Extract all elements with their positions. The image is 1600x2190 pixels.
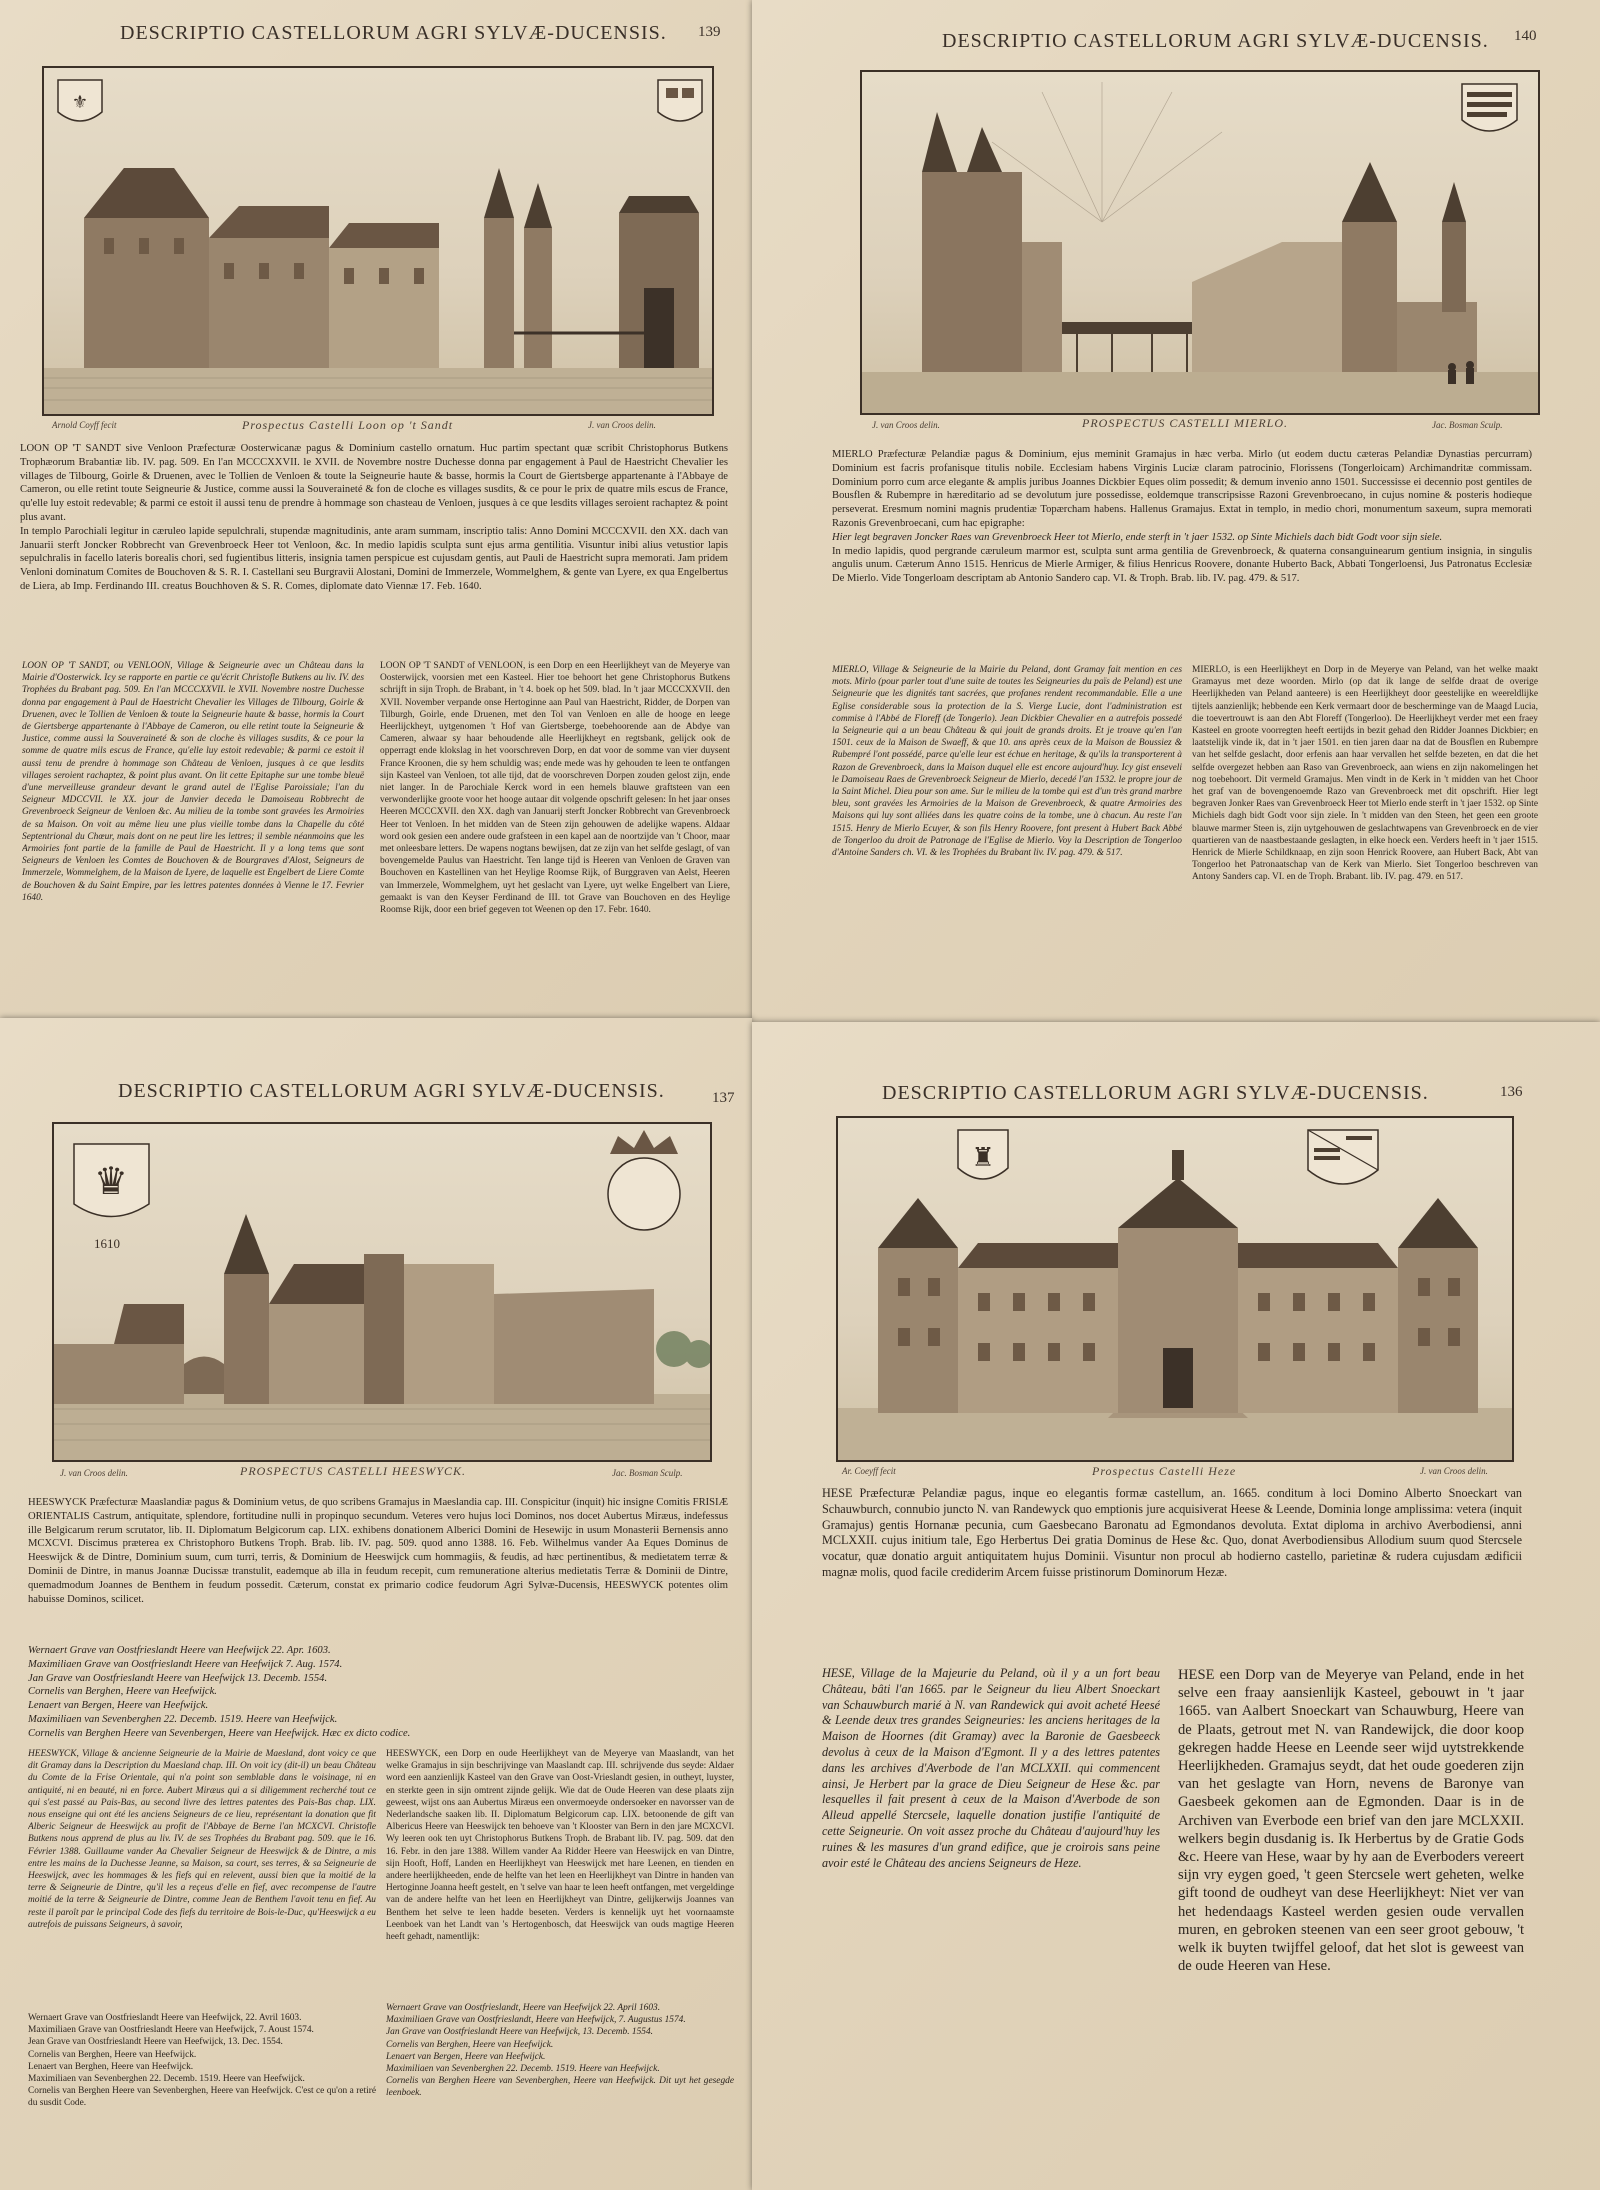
engraving-heze (836, 1116, 1514, 1462)
lord-entry: Cornelis van Berghen Heere van Sevenberghen, Heere van Heefwijck. C'est ce qu'on a retiré du susdit Code. (28, 2086, 376, 2109)
plate-caption: PROSPECTUS CASTELLI MIERLO. (1082, 416, 1289, 430)
lord-entry: Maximiliaen van Sevenberghen 22. Decemb. 1519. Heere van Heefwijck. (386, 2064, 660, 2075)
lord-entry: Cornelis van Berghen, Heere van Heefwijck. (28, 1686, 217, 1698)
castle-illustration (862, 72, 1540, 415)
plate-artist-right: Jac. Bosman Sculp. (1432, 420, 1503, 430)
castle-illustration (838, 1118, 1514, 1462)
engraving-mierlo (860, 70, 1540, 415)
coat-of-arms-right (658, 80, 702, 121)
page-137 (0, 1018, 752, 2190)
page-136 (752, 1022, 1600, 2190)
plate-artist-left: Ar. Coeyff fecit (842, 1466, 896, 1476)
page-140 (752, 0, 1600, 1022)
dutch-text: HEESWYCK, een Dorp en oude Heerlijkheyt van de Meyerye van Maaslandt, van het welke Gramajus in sijn beschrijvinge van Maaslandt cap. III. schrijvende dus seyde: Aldaer word een aanzienlijk Kasteel van den Grave van Oost-Vrieslandt gesien, in outheyt, luyster, en sterkte geen in sijn omtrent zijnde gelijk. Wie dat de Oude Heeren van dese plaats zijn geweest, wijst ons aan Aubertus Miræus een onvermoeyde ondersoeker en navorsser van de Nederlandsche saaken lib. II. Diplomatum Belgicorum cap. LIX. betoonende de gift van Albericus Heere van Heeswijck ten behoeve van 't Klooster van Bern in den jare MCXCVI. Wy leeren ook ten uyt Christophorus Butkens Troph. de Brabant lib. IV. pag. 509. dat den 16. Febr. in den jare 1388. Willem vander Aa Ridder Heere van Heeswijck en van Dintre, sijn Hooft, Hoff, Landen en Heerlijkheyt van Heeswijck met hare Leenen, en tienden en andere heerlijkheeden, ende de helfte van het leen en Heerlijkheyt van Dintre in handen van Hertoginne Joanna heeft gestelt, en 't selve van haar te leen heeft ontfangen, met vergeldinge van de andere helfte van het leen en Heerlijkheyt van Dintre, gelijkerwijs Joannes van Benthem het selve te leen hadde beseten. Verders is kennelijk uyt het voornaamste Leenboek van het Landt van 's Hertogenbosch, dat Heeswijck van ouds magtige Heeren heeft gehadt, namentlijk: (386, 1749, 734, 1943)
latin-text: HESE Præfecturæ Pelandiæ pagus, inque eo elegantis formæ castellum, an. 1665. conditum à loci Domino Alberto Snoeckart van Schauwburch, connubio juncto N. van Randewyck quo emptionis jure acquisiverat Heese & Leende, Dominia longe amplissima: vetera (inquit Gramajus) gentis Hornanæ pecunia, cum Gaesbecano Baronatu ad Egmondanos devoluta. Extat diploma in archivo Averbodiensi, anni MCLXXII. cujus initium tale, Ego Herbertus Dei gratia Dominus de Hese &c. Quo, donat Averbodiensibus Allodium suum quod Stercsele vocatur, quæ donatio arguit antiquitatem hujus Dominii. Visuntur non procul ab hodierno castello, parietinæ & rudera cujusdam ædificii magnæ molis, quod facile crediderim Arcem fuisse pristinorum Dominorum Hezæ. (822, 1486, 1522, 1579)
plate-caption: PROSPECTUS CASTELLI HEESWYCK. (240, 1464, 467, 1478)
coat-of-arms (1462, 84, 1517, 131)
crest-right (608, 1130, 680, 1230)
lord-entry: Lenaert van Bergen, Heere van Heefwijck. (386, 2051, 546, 2062)
engraving-heeswyck (52, 1122, 712, 1462)
page-number: 139 (698, 24, 721, 40)
plate-artist-left: J. van Croos delin. (60, 1468, 128, 1478)
page-number: 140 (1514, 28, 1537, 44)
plate-artist-left: J. van Croos delin. (872, 420, 940, 430)
lord-entry: Wernaert Grave van Oostfrieslandt Heere van Heefwijck 22. Apr. 1603. (28, 1645, 331, 1656)
french-text: MIERLO, Village & Seigneurie de la Mairie du Peland, dont Gramay fait mention en ces mots. Mirlo (pour parler tout d'une suite de toutes les Seigneuries du païs de Peland) est une Seigneurie que les dignités tant sacrées, que profanes rendent recommandable. Elle a une Eglise considerable sous la protection de la S. Vierge Lucie, dont l'administration est commise à l'Abbé de Floreff (de Tongerlo). Jean Dickbier Chevalier en a autrefois possedé la Seigneurie qui a un beau Château & qui jouit de grands droits. Et je trouve qu'en l'an 1501. ceux de la Maison de Swaeff, & que 10. ans après ceux de la Maison de Boussiez & Rubempré l'ont possédé, parce qu'elle leur est échue en heritage, & qu'ils la transporterent à Razon de Grevenbroeck, dans la Maison duquel elle est encore aujourd'huy. Icy gist enseveli le Damoiseau Raes de Grevenbroeck Seigneur de Mierlo, decedé l'an 1532. le propre jour de la Saint Michel. Dieu pour son ame. Sur le milieu de la tombe qui est d'un très grand marbre bleu, sont gravées les Armoiries de la Maison de Grevenbroeck, & quatre Armoiries des Maisons qui luy sont alliées dans les quatre coins de la tombe, une à chacun. Au reste l'an 1515. Henry de Mierlo Ecuyer, & son fils Henry Roovere, font present à Hubert Back Abbé de Tongerloo du droit de Patronage de l'Eglise de Mierlo. Voy la Description de Tongerloo d'Antoine Sanders ch. VI. & les Trophées du Brabant liv. IV. pag. 479. & 517. (832, 665, 1182, 859)
lord-entry: Wernaert Grave van Oostfrieslandt Heere van Heefwijck, 22. Avril 1603. (28, 2013, 302, 2023)
lord-entry: Maximiliaen van Sevenberghen 22. Decemb. 1519. Heere van Heefwijck. (28, 2074, 305, 2085)
lord-entry: Cornelis van Berghen, Heere van Heefwijck. (386, 2039, 554, 2050)
castle-illustration (54, 1124, 712, 1462)
lord-entry: Maximiliaen Grave van Oostfrieslandt Heere van Heefwijck 7. Aug. 1574. (28, 1658, 343, 1670)
dutch-text: HESE een Dorp van de Meyerye van Peland, ende in het selve een fraay aansienlijk Kasteel, gebouwt in 't jaar 1665. van Aalbert Snoeckart van Schauwburg, Heere van de Plaats, getrout met N. van Randewijck, die door koop gekregen hadde Heese en Leende seer wijd uytstrekkende Heerlijkheden. Gramajus seydt, dat het oude goederen zijn van het geslagte van Horn, nevens de Baronye van Gaesbeek gekomen aan de Egmonden. Daar is in de Archiven van Everbode een brief van den jare MCLXXII. welkers begin dusdanig is. Ik Herbertus by de Gratie Gods &c. Heere van Hese, waar by hy aan de Everboders vereert sijn vry eygen goed, 't geen Stercsele wert geheten, welke gift toond de oudheyt van dese Heerlijkheyt: Niet ver van het hedendaags Kasteel werden gesien oude vervallen muren, en gebroken steenen van een seer groot gebouw, 't welk ik buyten twijffel geloof, dat het slot is geweest van de oude Heeren van Hese. (1178, 1667, 1524, 1975)
lords-list-latin (28, 1644, 728, 1740)
dutch-text: MIERLO, is een Heerlijkheyt en Dorp in de Meyerye van Peland, van het welke maakt Gramayus met deze woorden. Mirlo (op dat ik lange de selfde draat de overige Heerlijkheden van Peland aanteere) is een Heerlijkheyt door geestelijke en weereldlijke tijtels aanzienlijk; hebbende een Kerk vermaart door de bescherminge van de Maagd Lucia, die toevertrouwt is aan den Abt Floreff (Tongerloo). De Heerlijkheyt verder met een fraey Kasteel en groote voorregten heeft eertijds in bezit gehad den Ridder Joannes Dickbier; en laatstelijk vinde ik, dat in 't jaer 1501. en tien jaren daar na dat de Bousflen en Rubempre van het selfde geslacht, door erfenis aan haar vervallen het selfde bezeten, en dat die het selfde overgezet hebben aan Raso van Grevenbroeck, aan wiens en zijn nakomelingen het nog toebehoort. Dit vermeld Gramajus. Men vindt in de Kerk in 't midden van het Choor het graf van de bovengenoemde Razo van Grevenbroeck met dit opschrift. Hier legt begraven Jonker Raes van Grevenbroeck Heer tot Mierlo ende sterft in 't jaer 1532. op Sinte Michiels dagh bidt Godt voor sijn ziele. In 't midden van den Steen, het geen een groote blauwe marmer Steen is, zijn uytgehouwen de geslachtwapens van Grevenbroeck en de vier quartieren van de naastbestaande geslagten, in elke hoeck een. Verders heeft in 't jaer 1515. Henrick de Mierle Schildknaap, en zijn soon Henrick Roovere, aan Hubert Back, Abt van Tongerloo het Patronaatschap van de Kerk van Mierlo. Siet Tongerloo beschreven van Antony Sanders cap. VI. en de Troph. Brabant. lib. IV. pag. 479. en 517. (1192, 665, 1538, 883)
latin-text: MIERLO Præfecturæ Pelandiæ pagus & Dominium, ejus meminit Gramajus in hæc verba. Mirlo (ut eodem ductu cæteras Pelandiæ Dynastias percurram) Dominium est facris profanisque titulis nobile. Ecclesiam habens Virginis Luciæ claram patrocinio, Florissens (Tongerloicam) Archimandritæ commissam. Dominium porro cum arce elegante & amplis juribus Joannes Dickbier Eques olim possedit; & demum invenio anno 1501. Successisse ei decennio post gentiles de Bousflen & Rubempre in hæreditario ad se devolutum jure possedisse, eoldemque transcripsisse Razoni Grevenbroecano, in cujus nomine & posteris hodieque perseverat. Eresmum nomini magnis prudentiæ Topærcham habens. Hallenus Gramajus. Extat in templo, in medio chori, monumentum saxeum, supra memorati Razonis Grevenbroecani, cum hac epigraphe: Hier legt begraven Joncker Raes van Grevenbroeck Heer tot Mierlo, ende sterft in 't jaer 1532. op Sinte Michiels dach bidt Godt voor sijn siele. In medio lapidis, quod pergrande cæruleum marmor est, sculpta sunt arma gentilia de Grevenbroeck, & quaterna consanguinearum gentium insignia, in singulis angulis unum. Cæterum Anno 1515. Henricus de Mierle Armiger, & filius Henricus Roovere, donante Huberto Back, Abbati Tongerloensi, Jus Patronatus Ecclesiæ De Mierlo. Vide Tongerloam descriptam ab Antonio Sandero cap. VI. & Troph. Brab. lib. IV. pag. 479. & 517. (832, 449, 1532, 585)
page-number: 137 (712, 1090, 735, 1106)
lord-entry: Jan Grave van Oostfrieslandt Heere van Heefwijck, 13. Decemb. 1554. (386, 2027, 654, 2038)
svg-text:♜: ♜ (971, 1143, 995, 1173)
svg-text:⚜: ⚜ (71, 92, 89, 113)
lords-list-dutch (386, 2002, 734, 2180)
dutch-text: LOON OP 'T SANDT of VENLOON, is een Dorp en een Heerlijkheyt van de Meyerye van Oosterwijck, voorsien met een Kasteel. Hier toe behoort het gene Christophorus Butkens schrijft in sijn Troph. de Brabant, in 't 4. boek op het 509. blad. In 't jaar MCCCXXVII. den XVII. November verpande onse Hertoginne aan Paul van Haestricht, Ridder, de Dorpen van Tilburgh, Goirle, ende Druenen, met den Tol van Venloen en alle de hooge en leege Heerlijckheyt, uytgenomen 't Hof van Giertsberge, toebehoorende aan de Abdye van Cameren, alwaar sy haar behoudende alle Heerlijkheyt en regtsbank, gelijck ook de opperragt ende klokslag in het voorschreven Dorp, en dat voor de somme van vier duysent France Kroonen, die sy hem schuldig was; ende mede was hy gehouden te leen te ontfangen sijn Kasteel van Venloen, tot alle tijd, dat de voorschreven Dorpen zouden gelost zijn, ende niet langer. In de Parochiale Kerck word in een hemels blauwe graftsteen van een verwonderlijke groote voor het hooge autaar dit volgende opschrift gelesen: In het jaar onses Heeren MCCCXVII. den XX. dagh van Januarij sterft Joncker Robbrecht van Grevenbroeck Heer tot Venloen. In het midden van de Steen zijn gehouwen de adelijke wapens. Aldaar word ook gesien een andere oude grafsteen in een kapel aan de noortzijde van 't Choor, maar met onleesbare letters. De wapens nogtans bewijsen, dat ze zijn van het selfde geslagt, of van bovengemelde Paulus van Haestricht. Ten lange tijd is Heeren van Venloen de Graven van Bouchoven en Kastellinen van het Heylige Roomse Rijk, of Burggraven van Aelst, Heeren van Immerzele, Wommelghem, uyt het geslacht van Lyere, uyt welke Engelbert van Liere, gemaakt is van den Keyser Ferdinand de III. tot Grave van Bouchoven en des Heylige Roomse Rijk, door een brief gegeven tot Weenen op den 17. Febr. 1640. (380, 661, 730, 916)
plate-artist-left: Arnold Coyff fecit (52, 420, 117, 430)
plate-caption: Prospectus Castelli Loon op 't Sandt (242, 418, 454, 432)
coat-of-arms-left (958, 1130, 1008, 1179)
lord-entry: Jan Grave van Oostfrieslandt Heere van Heefwijck 13. Decemb. 1554. (28, 1672, 328, 1684)
lord-entry: Cornelis van Berghen, Heere van Heefwijck. (28, 2049, 197, 2060)
latin-text: LOON OP 'T SANDT sive Venloon Præfecturæ Oosterwicanæ pagus & Dominium castello ornatum. Huc partim spectant quæ scribit Christophorus Butkens Trophæorum Brabantiæ lib. IV. pag. 509. En l'an MCCCXXVII. le XVII. de Novembre nostre Duchesse donna par engagement à Paul de Haestricht Chevalier les villages de Tilbourg, Goirle & Druenen, avec le Tollien de Venloen & toute la Seigneurie haute & basse, hormis la Court de Giertsberge appartenante à l'Abbaye de Cameron, ou elle retint toute Seigneurie & Justice, comme aussi la Souveraineté & fon de cloche es villages susdits, & ce pour le prix de quatre mils escus de France, qu'elle luy estoit redevable; & parmi ce estoit il aussi tenu de prendre à hommage son chasteau de Venloen, jusques à ce que lesdits villages seroient rachaptez & point plus avant. In templo Parochiali legitur in cæruleo lapide sepulchrali, stupendæ magnitudinis, ante aram summam, inscriptio talis: Anno Domini MCCCXVII. den XX. dach van Januarii sterft Joncker Robbrecht van Grevenbroeck Heer tot Venloon, &c. In medio lapidis sculpta sunt ejus arma gentilitia. Visuntur inibi alius vetustior lapis sepulchralis in facello lateris borealis chori, sed fugientibus litteris, insignia tamen perspicue est cujusdam gentis, aut Pauli de Haestricht supra memorati. Jam pridem Venloni dominatum Comites de Bouchoven & S. R. I. Castellani seu Burgravii Alostani, Domini de Immerzele, Wommelghem, & gente van Lyere, ex qua Engelbertus de Liera, ab Imp. Ferdinando III. creatus Bouchhoven & S. R. Comes, diplomate dato Viennæ 17. Feb. 1640. (20, 443, 728, 592)
coat-of-arms-right (1308, 1130, 1378, 1184)
french-text: LOON OP 'T SANDT, ou VENLOON, Village & Seigneurie avec un Château dans la Mairie d'Oosterwick. Icy se rapporte en partie ce qu'écrit Christofle Butkens au liv. IV. des Trophées du Brabant pag. 509. En l'an MCCCXXVII. le XVII. Novembre nostre Duchesse donna par engagement à Paul de Haestricht Chevalier les Villages de Tilbourg, Goirle & Druenen, avec le Tollien de Venloen & toute la Seigneurie haute & basse, hormis la Court de Giertsberge appartenante à l'Abbaye de Cameron, ou elle retint toute la Seigneurie & Justice, comme aussi la Souveraineté & son de cloche ès villages susdits, & ce pour la somme de quatre mils escus de France, qu'elle luy estoit redevable; & parmi ce estoit il aussi tenu de prendre à hommage son Château de Venloen, jusques à ce que lesdits villages seroient rachaptez, & point plus avant. On lit cette Epitaphe sur une tombe bleuë d'une merveilleuse grandeur devant le grand autel de l'Eglise Paroissiale; l'an du Seigneur MDCCVII. le XX. jour de Janvier deceda le Damoiseau Robbrecht de Grevenbroeck Seigneur de Venloen &c. Au milieu de la tombe sont gravées les Armoiries de sa Maison. On voit au même lieu une plus vieille tombe dans la Chapelle du côté Septentrional du Chœur, mais dont on ne peut lire les lettres; il semble néanmoins que les Armoiries font partie de la famille de Paul de Haestricht. Il y a long tems que sont Seigneurs de Venloen les Comtes de Bouchoven & de Bourgraves d'Alost, Seigneurs de Immerzele, Wommelghem, de la Maison de Lyere, de laquelle est Engelbert de Liere Comte de Bouchoven & du Saint Empire, par les lettres patentes données à Vienne le 17. Fevrier 1640. (22, 661, 364, 903)
page-139 (0, 0, 752, 1018)
page-header: DESCRIPTIO CASTELLORUM AGRI SYLVÆ-DUCENSIS. (120, 22, 667, 44)
french-text: HESE, Village de la Majeurie du Peland, où il y a un fort beau Château, bâti l'an 1665. par le Seigneur du lieu Albert Snoeckart van Schauwburch marié à N. van Randewick qui avoit acheté Heesé & Leende deux tres grandes Seigneuries: les anciens heritages de la Maison de Hoornes (dit Gramay) avec la Baronie de Gaesbeeck devolus à ceux de la Maison d'Egmont. Il y a des lettres patentes dans les archives d'Averbode de l'an MCLXXII. qui commencent ainsi, Je Herbert par la grace de Dieu Seigneur de Hese &c. par lesquelles il fait present à ceux de la Maison d'Averbode de son Alleud appellé Stercsele, laquelle donation justifie l'antiquité de cette Seigneurie. On voit assez proche du Château d'aujourd'huy les ruines & les masures d'un grand edifice, que je croirois sans peine avoir esté le Château des anciens Seigneurs de Heze. (822, 1666, 1160, 1870)
page-header: DESCRIPTIO CASTELLORUM AGRI SYLVÆ-DUCENSIS. (882, 1082, 1429, 1104)
plate-caption: Prospectus Castelli Heze (1092, 1464, 1237, 1478)
page-header: DESCRIPTIO CASTELLORUM AGRI SYLVÆ-DUCENSIS. (118, 1080, 665, 1102)
coat-of-arms-left (58, 80, 102, 121)
lord-entry: Maximiliaen Grave van Oostfrieslandt Heere van Heefwijck, 7. Aoust 1574. (28, 2025, 314, 2036)
lord-entry: Maximiliaen Grave van Oostfrieslandt, Heere van Heefwijck, 7. Augustus 1574. (386, 2015, 686, 2026)
lord-entry: Cornelis van Berghen Heere van Sevenberghen, Heere van Heefwijck. Dit uyt het gesegde leenboek. (386, 2076, 734, 2099)
lord-entry: Lenaert van Berghen, Heere van Heefwijck. (28, 2061, 194, 2072)
lord-entry: Lenaert van Bergen, Heere van Heefwijck. (28, 1700, 209, 1712)
svg-text:♛: ♛ (93, 1159, 129, 1203)
plate-artist-right: J. van Croos delin. (1420, 1466, 1488, 1476)
lord-entry: Jean Grave van Oostfrieslandt Heere van Heefwijck, 13. Dec. 1554. (28, 2037, 283, 2048)
castle-illustration (44, 68, 714, 416)
lords-list-french (28, 2012, 376, 2180)
coat-of-arms-eagle (74, 1144, 149, 1217)
plate-artist-right: Jac. Bosman Sculp. (612, 1468, 683, 1478)
page-number: 136 (1500, 1084, 1523, 1100)
plate-year: 1610 (94, 1236, 120, 1251)
lord-entry: Cornelis van Berghen Heere van Sevenbergen, Heere van Heefwijck. Hæc ex dicto codice. (28, 1727, 411, 1739)
page-header: DESCRIPTIO CASTELLORUM AGRI SYLVÆ-DUCENSIS. (942, 30, 1489, 52)
engraving-loon-op-t-sandt (42, 66, 714, 416)
latin-text: HEESWYCK Præfecturæ Maaslandiæ pagus & Dominium vetus, de quo scribens Gramajus in Maeslandia cap. III. Conspicitur (inquit) hic insigne Comitis FRISIÆ ORIENTALIS Castrum, antiquitate, splendore, fortitudine nulli in propinquo secundum. Veteres vero hujus loci Dominos, nos docet Aubertus Miræus, indefessus ille Belgicarum rerum scrutator, lib. II. Diplomatum Belgicorum cap. LIX. exhibens donationem Alberici Domini de Hesewijc in usum Monasterii Bernensis anno MCXCVI. Discimus præterea ex Christophoro Butkens Troph. Brab. lib. IV. pag. 509. quod anno 1388. 16. Feb. Wilhelmus vander Aa Eques Dominus de Heeswijck & de Dintre, Dominium suum, cum turri, terris, & Dominium de Heeswijck cum hommagiis, & feudis, ad hæc pertinentibus, & medietatem terræ & Dominii de Dintre, in manus Joannæ Ducissæ transtulit, eademque ab illa in feudum recepit, cum remuneratione alterius medietatis Terræ & Dominii de Dintre, quemadmodum Joannes de Benthem in feudum possedit. Cæterum, constat ex primario codice feudorum Agri Sylvæ-Ducensis, HEESWYCK potentes olim habuisse Dominos, scilicet. (28, 1497, 728, 1605)
lord-entry: Wernaert Grave van Oostfrieslandt, Heere van Heefwijck 22. April 1603. (386, 2003, 661, 2013)
plate-artist-right: J. van Croos delin. (588, 420, 656, 430)
french-text: HEESWYCK, Village & ancienne Seigneurie de la Mairie de Maesland, dont voicy ce que dit Gramay dans la Description du Maesland chap. III. On voit icy (dit-il) un beau Château du Comte de la Frise Orientale, qui n'a point son semblable dans le voisinage, ni en antiquité, ni en beauté, ni en force. Aubert Miræus qui a si diligemment recherché tout ce qui s'est passé au Pais-Bas, au second livre des lettres patentes des Pais-Bas chap. LIX. nous enseigne qui ont été les anciens Seigneurs de ce lieu, représentant la donation que fit Alberic Seigneur de Heeswijck au profit de l'Abbaye de Berne l'an MCXCVI. Christofle Butkens nous apprend de plus au liv. IV. de ses Trophées du Brabant pag. 509. que le 16. Février 1388. Guillaume vander Aa Chevalier Seigneur de Heeswijck & de Dintre, a mis entre les mains de la Duchesse Jeanne, sa Maison, sa court, ses terres, & sa Seigneurie de Heeswijck, avec les hommages & les fiefs qui en relevent, aussi bien que la moitié de la terre & Seigneurie de Dintre, qu'il les a reçeus d'elle en fief, avec recompense de l'autre moitié de la terre & Seigneurie de Dintre, comme Jean de Benthem l'avoit tenu en fief. Au reste il paroît par le principal Code des fiefs du territoire de Bois-le-Duc, qu'Heeswijck a eu autrefois de puissans Seigneurs, à savoir, (28, 1749, 376, 1930)
lord-entry: Maximiliaen van Sevenberghen 22. Decemb. 1519. Heere van Heefwijck. (28, 1713, 338, 1725)
